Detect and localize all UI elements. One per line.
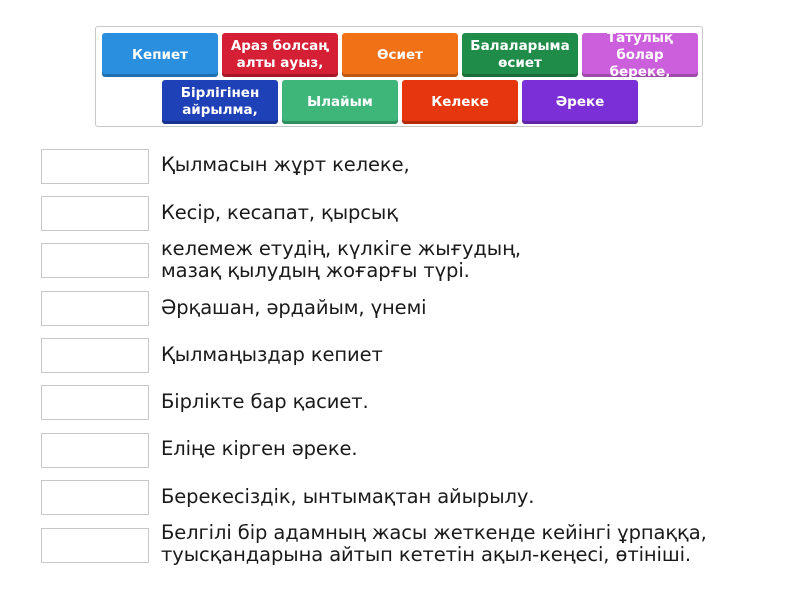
drop-slot[interactable] (41, 433, 149, 468)
drop-slot[interactable] (41, 338, 149, 373)
drop-slot[interactable] (41, 196, 149, 231)
clue-text: Әрқашан, әрдайым, үнемі (161, 296, 427, 319)
clue-text: Қылмасын жұрт келеке, (161, 153, 410, 176)
tile-araz-bolsan[interactable]: Араз болсаң алты ауыз, (222, 33, 338, 77)
drop-slot[interactable] (41, 291, 149, 326)
drop-slot[interactable] (41, 149, 149, 184)
clue-text: келемеж етудің, күлкіге жығудың, мазақ қылудың жоғарғы түрі. (161, 237, 521, 282)
clue-text: Берекесіздік, ынтымақтан айырылу. (161, 485, 535, 508)
tile-ylaiym[interactable]: Ылайым (282, 80, 398, 124)
clue-text: Қылмаңыздар кепиет (161, 343, 383, 366)
tile-areke[interactable]: Әреке (522, 80, 638, 124)
tile-birliginen-airylma[interactable]: Бірлігінен айрылма, (162, 80, 278, 124)
clue-text: Кесір, кесапат, қырсық (161, 201, 398, 224)
clue-text: Еліңе кірген әреке. (161, 437, 358, 460)
drop-slot[interactable] (41, 385, 149, 420)
clue-text: Белгілі бір адамның жасы жеткенде кейінгі ұрпаққа, туысқандарына айтып кететін ақыл-кеңесі, өтініші. (161, 521, 707, 566)
tile-balalaryma-osiet[interactable]: Балаларыма өсиет (462, 33, 578, 77)
tile-osiet[interactable]: Өсиет (342, 33, 458, 77)
tile-kepiet[interactable]: Кепиет (102, 33, 218, 77)
clue-text: Бірлікте бар қасиет. (161, 390, 369, 413)
answer-tile-bank (95, 26, 703, 127)
tile-tatulyq-bolar-bereke[interactable]: Татулық болар береке, (582, 33, 698, 77)
drop-slot[interactable] (41, 480, 149, 515)
tile-keleke[interactable]: Келеке (402, 80, 518, 124)
drop-slot[interactable] (41, 528, 149, 563)
drop-slot[interactable] (41, 243, 149, 278)
